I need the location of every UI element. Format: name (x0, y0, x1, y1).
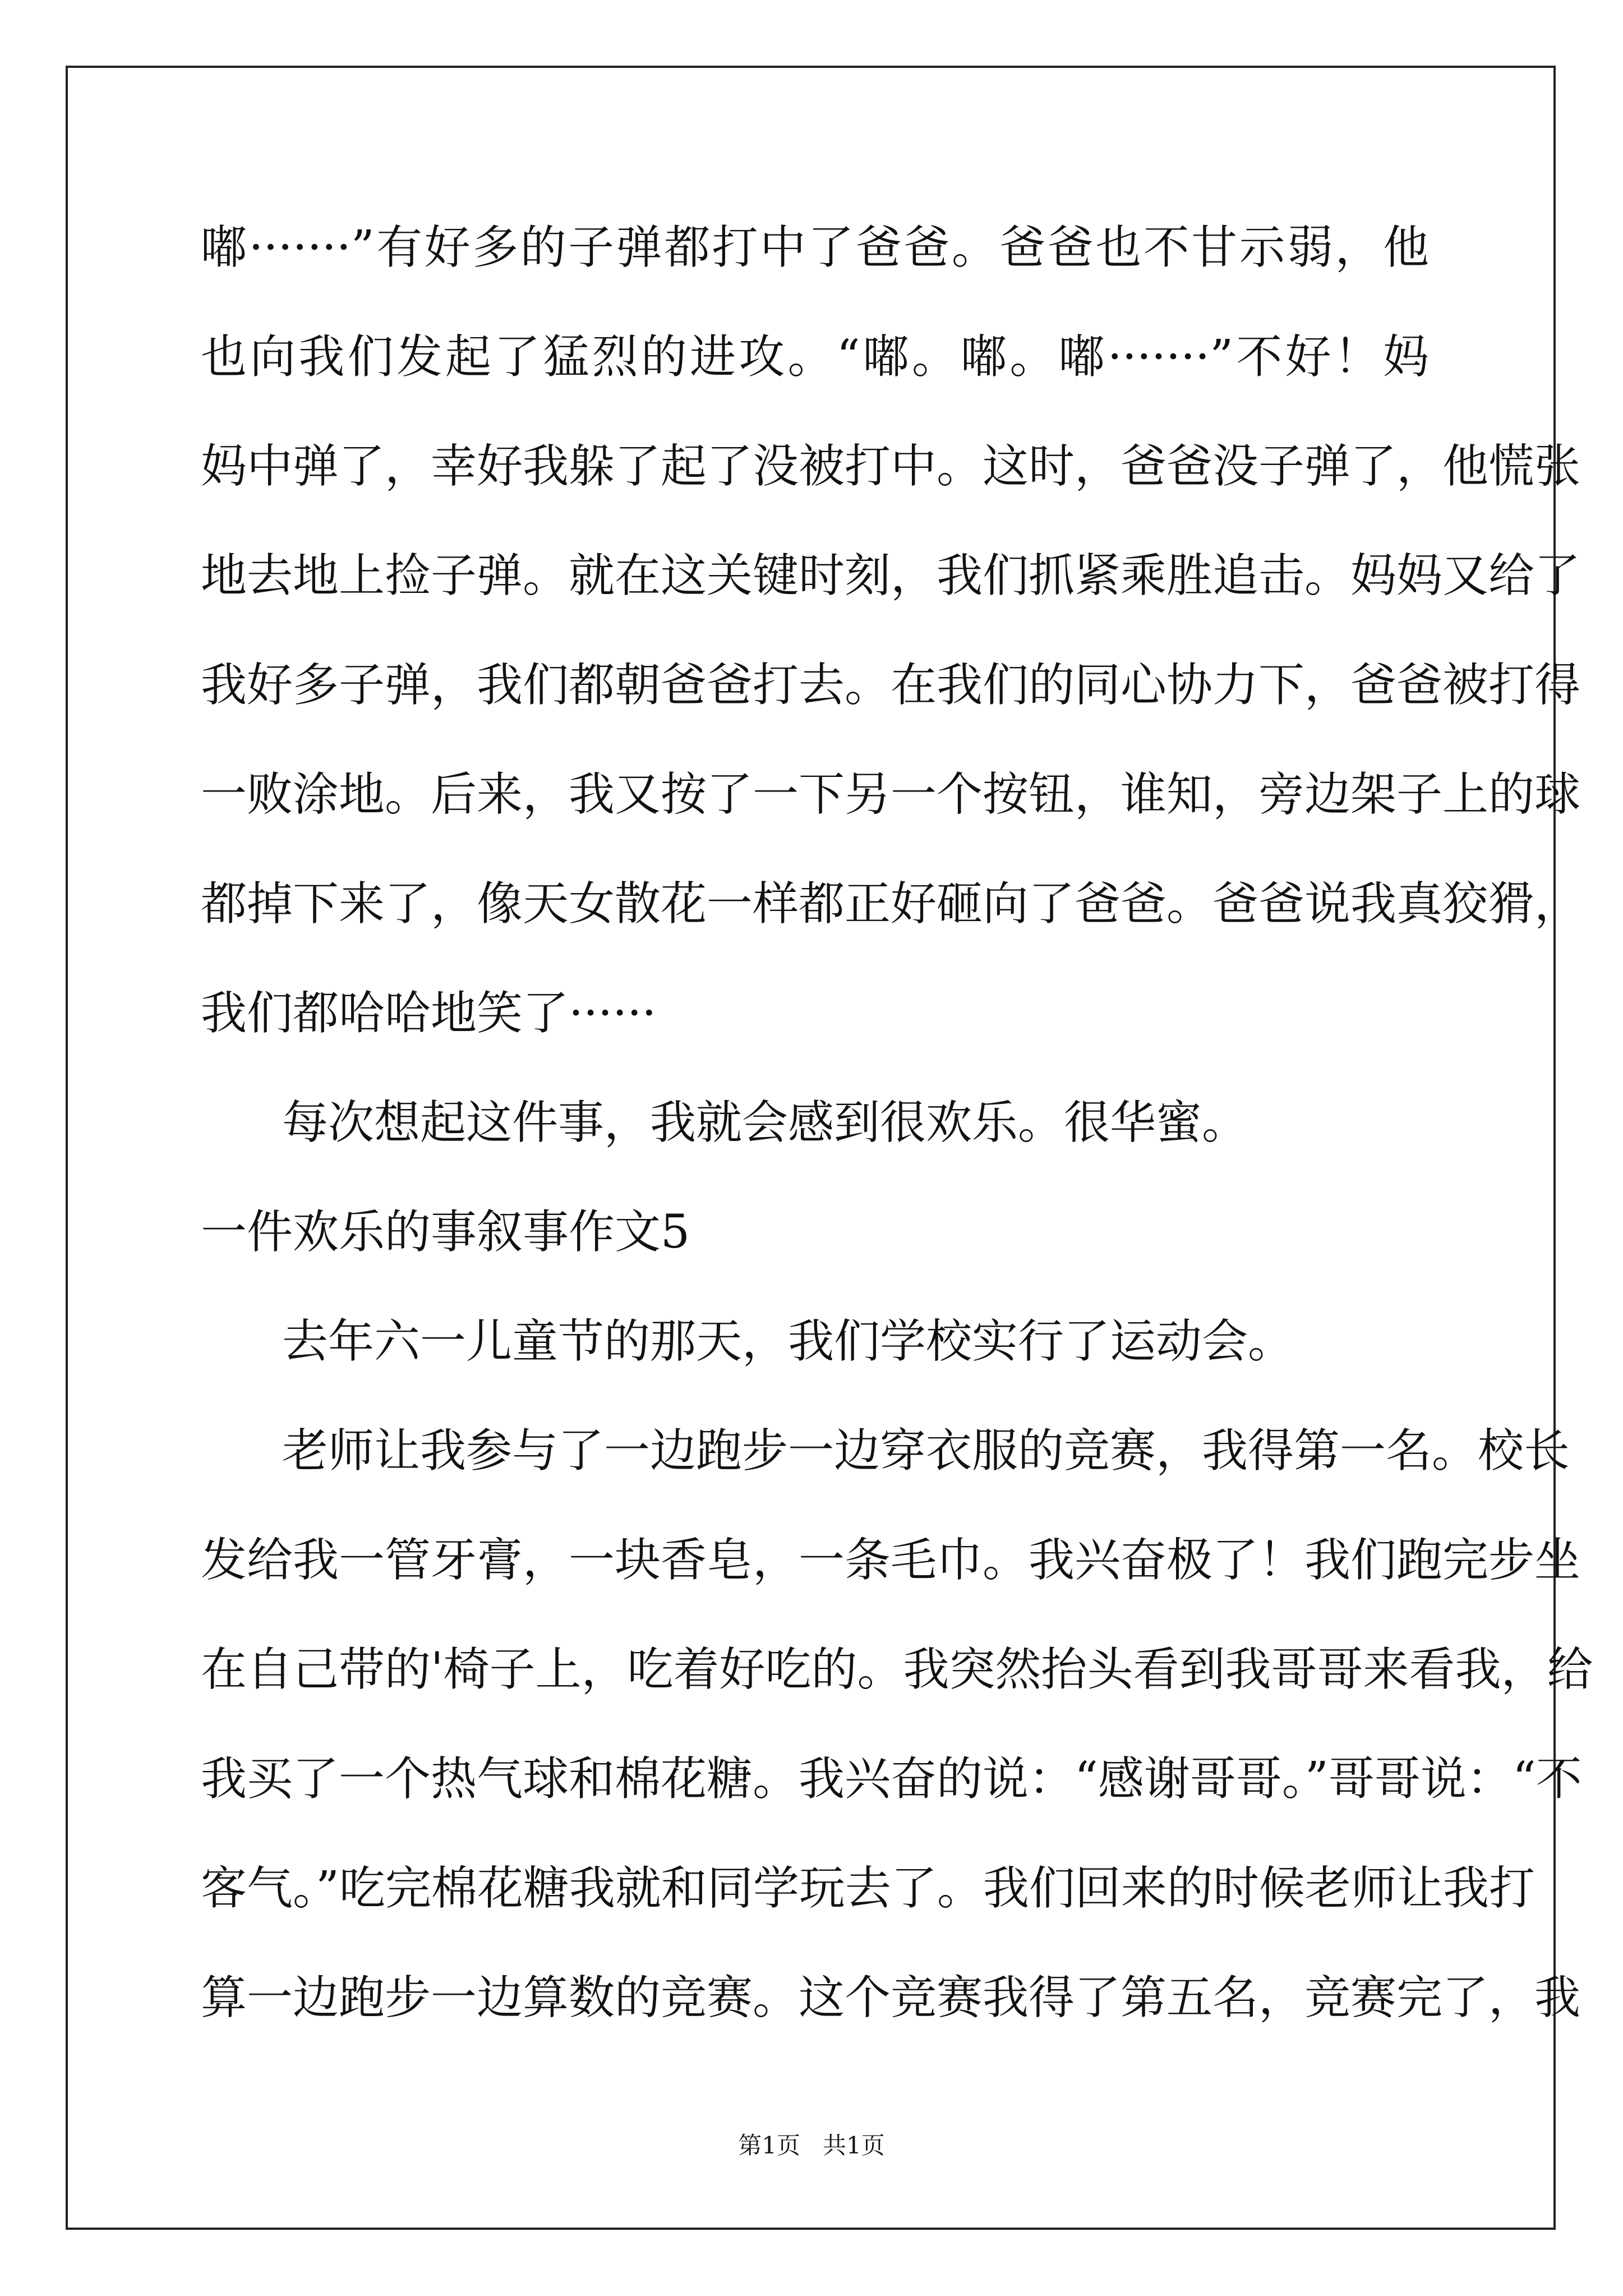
text-line-12: 老师让我参与了一边跑步一边穿衣服的竞赛，我得第一名。校长 (282, 1424, 1570, 1478)
text-line-17: 算一边跑步一边算数的竞赛。这个竞赛我得了第五名，竞赛完了，我 (201, 1971, 1581, 2024)
text-line-5: 我好多子弹，我们都朝爸爸打去。在我们的同心协力下，爸爸被打得 (201, 659, 1581, 712)
section-heading: 一件欢乐的事叙事作文5 (201, 1205, 690, 1259)
text-line-14: 在自己带的'椅子上，吃着好吃的。我突然抬头看到我哥哥来看我，给 (201, 1643, 1593, 1696)
text-line-7: 都掉下来了，像天女散花一样都正好砸向了爸爸。爸爸说我真狡猾， (201, 877, 1581, 931)
text-line-1: 嘟·······”有好多的子弹都打中了爸爸。爸爸也不甘示弱，他 (201, 221, 1429, 274)
text-line-6: 一败涂地。后来，我又按了一下另一个按钮，谁知，旁边架子上的球 (201, 768, 1581, 821)
text-line-4: 地去地上捡子弹。就在这关键时刻，我们抓紧乘胜追击。妈妈又给了 (201, 549, 1581, 602)
text-line-11: 去年六一儿童节的那天，我们学校实行了运动会。 (282, 1315, 1294, 1368)
text-line-2: 也向我们发起了猛烈的进攻。“嘟。嘟。嘟·······”不好！妈 (201, 330, 1429, 384)
text-line-3: 妈中弹了，幸好我躲了起了没被打中。这时，爸爸没子弹了，他慌张 (201, 440, 1581, 493)
text-line-8: 我们都哈哈地笑了······ (201, 987, 657, 1040)
page-footer: 第1页 共1页 (738, 2132, 885, 2159)
text-line-16: 客气。”吃完棉花糖我就和同学玩去了。我们回来的时候老师让我打 (201, 1862, 1535, 1915)
text-line-13: 发给我一管牙膏，一块香皂，一条毛巾。我兴奋极了！我们跑完步坐 (201, 1534, 1581, 1587)
text-line-9: 每次想起这件事，我就会感到很欢乐。很华蜜。 (282, 1096, 1248, 1149)
text-line-15: 我买了一个热气球和棉花糖。我兴奋的说：“感谢哥哥。”哥哥说：“不 (201, 1752, 1582, 1806)
